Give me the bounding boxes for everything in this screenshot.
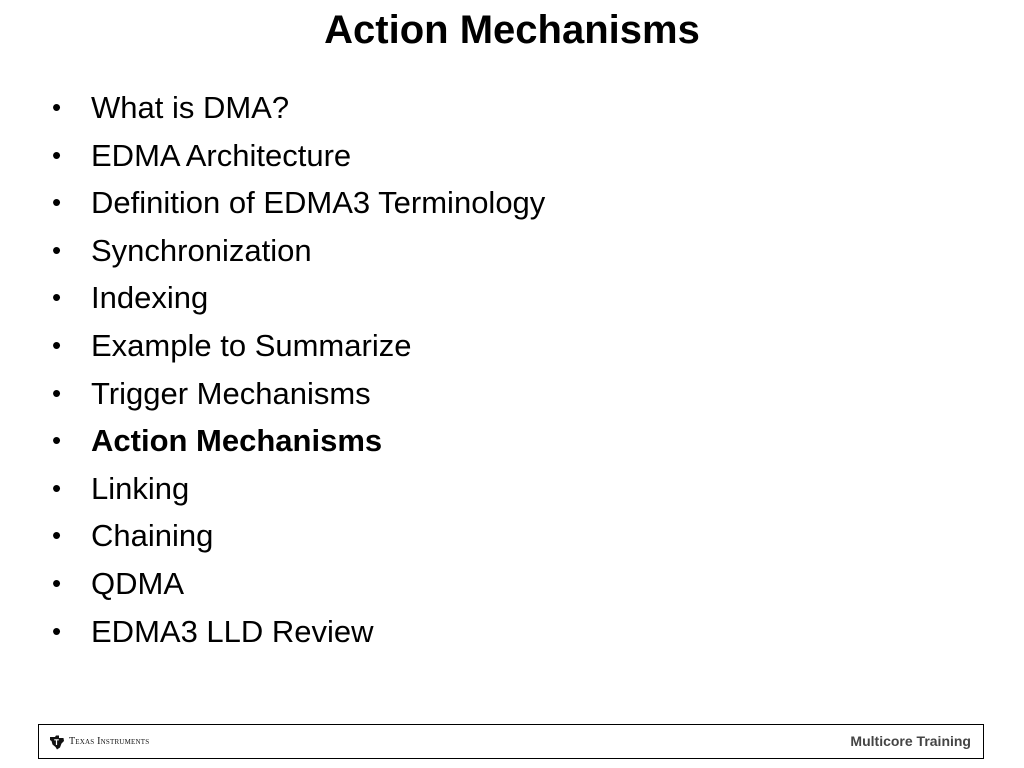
footer-bar xyxy=(38,724,984,759)
agenda-item-example-to-summarize xyxy=(50,322,545,370)
agenda-item-label: EDMA Architecture xyxy=(91,137,352,173)
slide-title: Action Mechanisms xyxy=(324,8,700,52)
agenda-item-label-current: Action Mechanisms xyxy=(91,423,383,459)
bullet-icon: • xyxy=(52,329,62,360)
bullet-icon: • xyxy=(52,472,62,503)
bullet-icon: • xyxy=(52,139,62,170)
agenda-item-synchronization xyxy=(50,227,545,275)
agenda-item-label: Example to Summarize xyxy=(91,327,412,363)
agenda-item-label: EDMA3 LLD Review xyxy=(91,613,374,649)
ti-logo-text: Texas Instruments xyxy=(69,736,150,747)
agenda-item-label: What is DMA? xyxy=(91,90,290,125)
agenda-item-label: Chaining xyxy=(91,518,214,554)
agenda-item-indexing xyxy=(50,274,545,322)
agenda-item-label: Trigger Mechanisms xyxy=(91,375,371,411)
agenda-item-linking xyxy=(50,465,545,513)
agenda-item-what-is-dma xyxy=(50,84,545,132)
agenda-item-label: Synchronization xyxy=(91,232,312,268)
bullet-icon: • xyxy=(52,234,62,265)
agenda-item-edma3-terminology xyxy=(50,179,545,227)
agenda-item-label: Indexing xyxy=(91,280,209,316)
ti-logo-icon xyxy=(49,735,65,750)
bullet-icon: • xyxy=(52,615,62,646)
bullet-icon: • xyxy=(52,377,62,408)
agenda-item-edma-architecture xyxy=(50,132,545,180)
agenda-item-chaining xyxy=(50,512,545,560)
bullet-icon: • xyxy=(52,92,62,122)
agenda-item-label: Linking xyxy=(91,470,190,506)
bullet-icon: • xyxy=(52,567,62,598)
agenda-item-trigger-mechanisms xyxy=(50,370,545,418)
bullet-icon: • xyxy=(52,425,62,456)
agenda-item-action-mechanisms xyxy=(50,417,545,465)
agenda-item-label: Definition of EDMA3 Terminology xyxy=(91,185,546,221)
agenda-item-edma3-lld-review xyxy=(50,608,545,656)
bullet-icon: • xyxy=(52,282,62,313)
bullet-icon: • xyxy=(52,187,62,218)
ti-logo xyxy=(49,734,149,750)
footer-label: Multicore Training xyxy=(850,733,971,749)
agenda-list xyxy=(50,84,545,655)
agenda-item-label: QDMA xyxy=(91,565,184,601)
agenda-item-qdma xyxy=(50,560,545,608)
bullet-icon: • xyxy=(52,520,62,551)
